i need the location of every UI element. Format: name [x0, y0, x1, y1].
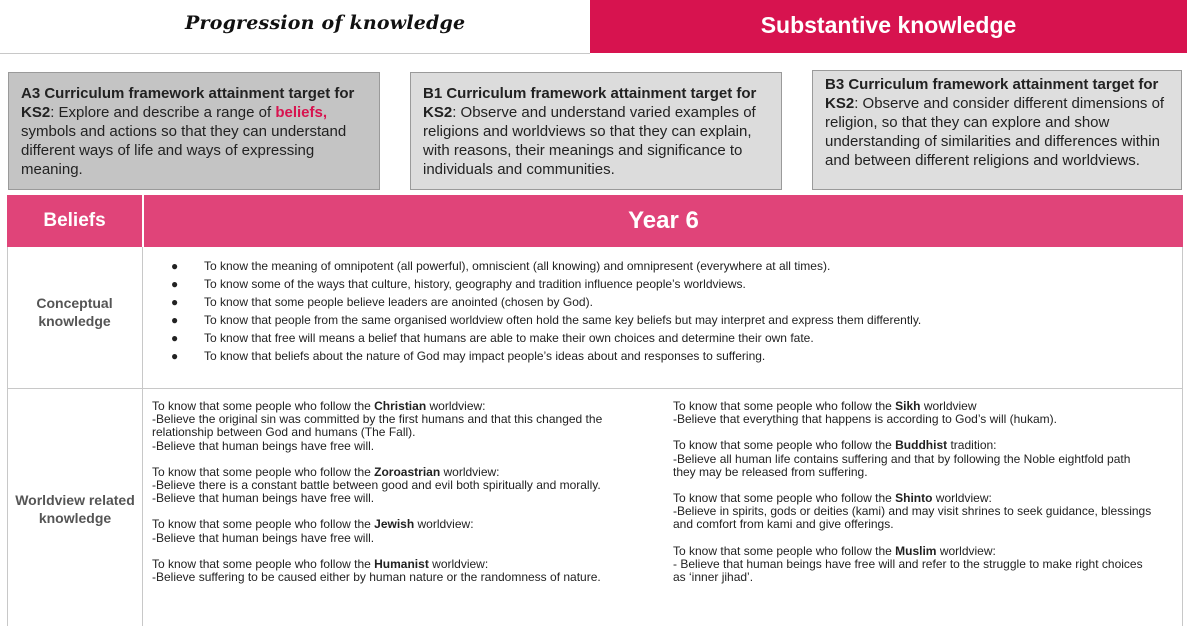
target-code: A3 Curriculum framework attainment target for KS2 [21, 85, 355, 121]
target-highlight: beliefs, [275, 104, 328, 121]
worldview-name: Zoroastrian [374, 464, 441, 479]
list-item [167, 347, 921, 365]
list-item-text: To know the meaning of omnipotent (all powerful), omniscient (all knowing) and omnipresent (everywhere at all times). [204, 259, 831, 273]
belief-line: and comfort from kami and give offerings. [673, 517, 894, 532]
intro-suffix: worldview: [428, 556, 489, 571]
worldview-name: Buddhist [895, 438, 948, 453]
target-code: B1 Curriculum framework attainment target for KS2 [423, 85, 757, 121]
belief-line: they may be released from suffering. [673, 464, 868, 479]
worldview-intro [152, 518, 662, 531]
worldview-block-buddhist [673, 439, 1178, 479]
colon: : [854, 95, 863, 112]
target-code: B3 Curriculum framework attainment target for KS2 [825, 76, 1159, 112]
worldview-intro [673, 439, 1178, 452]
target-box-b3 [812, 70, 1182, 190]
intro-text: To know that some people who follow the [673, 438, 896, 453]
intro-suffix: worldview [920, 399, 977, 413]
intro-text: To know that some people who follow the [673, 491, 896, 506]
intro-text: To know that some people who follow the [152, 517, 375, 532]
worldview-name: Jewish [374, 517, 415, 532]
target-text: Observe and consider different dimensions of religion, so that they can explore and show understanding of similarities and differences within and between different religions and worldviews. [825, 95, 1165, 169]
worldview-block-zoroastrian [152, 466, 662, 506]
list-item-text: To know that some people believe leaders are anointed (chosen by God). [204, 295, 593, 309]
list-item [167, 257, 921, 275]
target-text: symbols and actions so that they can understand different ways of life and ways of expressing meaning. [21, 123, 347, 178]
worldview-block-shinto [673, 492, 1178, 532]
worldview-block-sikh [673, 400, 1178, 426]
worldview-name: Shinto [895, 491, 933, 506]
worldview-name: Muslim [895, 543, 937, 558]
belief-line: -Believe that everything that happens is according to God’s will (hukam). [673, 412, 1057, 427]
belief-line: -Believe that human beings have free will. [152, 438, 375, 453]
belief-line: -Believe the original sin was committed by the first humans and that this changed the [152, 412, 603, 427]
belief-line: -Believe there is a constant battle between good and evil both spiritually and morally. [152, 478, 601, 493]
substantive-header [590, 0, 1187, 53]
worldview-block-humanist [152, 558, 662, 584]
list-item [167, 293, 921, 311]
bullet: ● [171, 331, 179, 345]
bullet: ● [171, 277, 179, 291]
bullet: ● [171, 349, 179, 363]
intro-suffix: worldview: [414, 517, 474, 532]
conceptual-label: Conceptual knowledge [36, 295, 113, 329]
belief-line: -Believe all human life contains suffering and that by following the Noble eightfold path [673, 451, 1131, 466]
intro-text: To know that some people who follow the [673, 543, 896, 558]
worldview-block-jewish [152, 518, 662, 544]
worldview-name: Christian [374, 399, 427, 413]
list-item-text: To know some of the ways that culture, history, geography and tradition influence people’s worldviews. [204, 277, 746, 291]
bullet: ● [171, 295, 179, 309]
intro-text: To know that some people who follow the [673, 399, 896, 413]
intro-suffix: worldview: [426, 399, 486, 413]
target-box-b1 [410, 72, 782, 190]
belief-line: as ‘inner jihad’. [673, 570, 754, 585]
belief-line: -Believe that human beings have free will. [152, 491, 375, 506]
target-text: Explore and describe a range of [58, 104, 276, 121]
worldview-block-christian [152, 400, 662, 453]
list-item [167, 329, 921, 347]
intro-text: To know that some people who follow the [152, 399, 375, 413]
intro-suffix: worldview: [932, 491, 992, 506]
bullet: ● [171, 313, 179, 327]
worldview-block-muslim [673, 545, 1178, 585]
list-item-text: To know that free will means a belief that humans are able to make their own choices and determine their own fate. [204, 331, 814, 345]
list-item-text: To know that beliefs about the nature of God may impact people’s ideas about and responses to suffering. [204, 349, 766, 363]
list-item [167, 275, 921, 293]
worldview-intro [673, 545, 1178, 558]
belief-line: -Believe that human beings have free will. [152, 530, 375, 545]
list-item-text: To know that people from the same organised worldview often hold the same key beliefs but may interpret and express them differently. [204, 313, 922, 327]
progression-title: Progression of knowledge [185, 12, 466, 34]
intro-text: To know that some people who follow the [152, 556, 375, 571]
list-item [167, 311, 921, 329]
intro-suffix: worldview: [440, 464, 500, 479]
bullet: ● [171, 259, 179, 273]
belief-line: -Believe in spirits, gods or deities (kami) and may visit shrines to seek guidance, blessings [673, 504, 1152, 519]
column-divider [142, 247, 143, 626]
target-text: Observe and understand varied examples of religions and worldviews so that they can explain, with reasons, their meanings and significance to individuals and communities. [423, 104, 756, 178]
row-divider [7, 388, 1183, 389]
intro-suffix: worldview: [936, 543, 996, 558]
progression-header [0, 0, 590, 54]
colon: : [452, 104, 461, 121]
belief-line: -Believe suffering to be caused either by human nature or the randomness of nature. [152, 570, 601, 585]
belief-line: - Believe that human beings have free will and refer to the struggle to make right choices [673, 556, 1143, 571]
intro-suffix: tradition: [947, 438, 997, 453]
target-box-a3 [8, 72, 380, 190]
worldview-name: Humanist [374, 556, 429, 571]
worldview-right-column [673, 400, 1178, 597]
belief-line: relationship between God and humans (The Fall). [152, 425, 416, 440]
worldview-name: Sikh [895, 399, 921, 413]
conceptual-list [167, 257, 921, 365]
table-border-right [1182, 247, 1183, 626]
worldview-left-column [152, 400, 662, 597]
knowledge-table [7, 195, 1183, 626]
subject-header: Beliefs [7, 195, 142, 247]
year-header: Year 6 [144, 195, 1183, 247]
intro-text: To know that some people who follow the [152, 464, 375, 479]
substantive-title: Substantive knowledge [760, 12, 1017, 38]
worldview-label: Worldview related knowledge [15, 492, 135, 526]
colon: : [50, 104, 59, 121]
